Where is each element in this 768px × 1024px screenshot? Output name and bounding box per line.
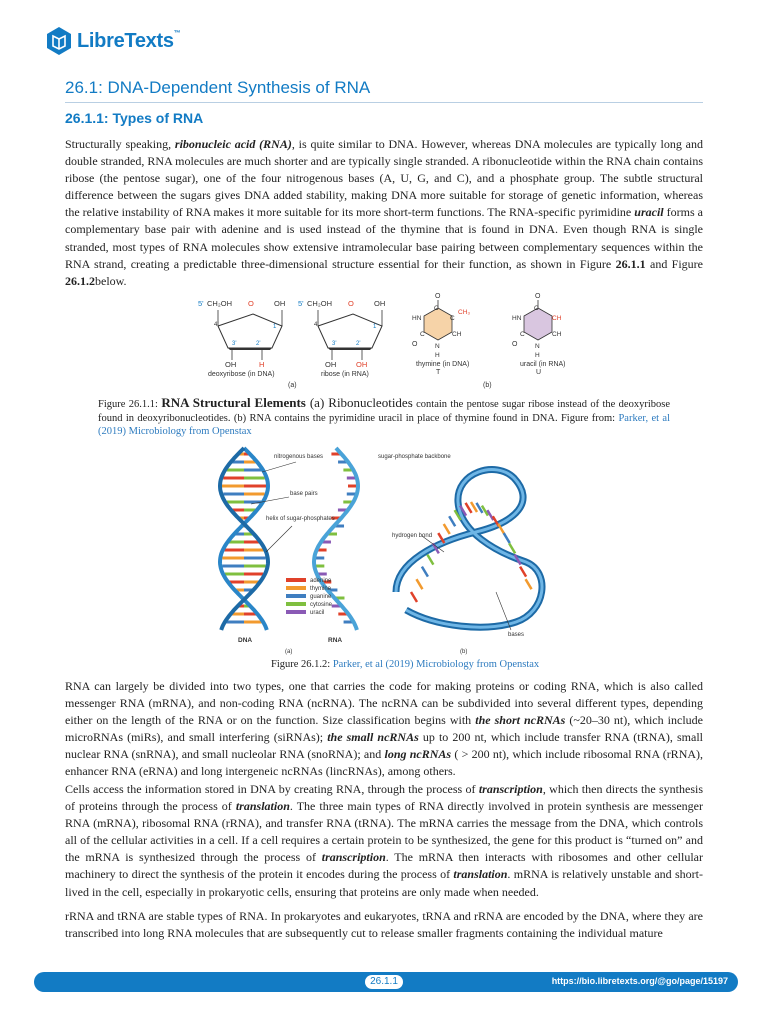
- libretexts-logo-icon: [46, 26, 72, 56]
- term-translation: translation: [235, 799, 290, 814]
- legend-label-guanine: guanine: [310, 594, 332, 600]
- dna-strand: [220, 448, 268, 630]
- svg-text:H: H: [435, 352, 440, 359]
- thymine-structure: [412, 293, 470, 376]
- nitrogenous-bases-pointer: [262, 462, 296, 472]
- svg-text:3': 3': [232, 341, 237, 347]
- legend-label-thymine: thymine: [310, 586, 332, 592]
- label-helix: helix of sugar-phosphates: [266, 516, 335, 522]
- legend-swatch-uracil: [286, 610, 306, 614]
- figure-rna-structural-elements: [196, 286, 576, 396]
- svg-text:OH: OH: [356, 360, 368, 369]
- svg-text:CH₂OH: CH₂OH: [307, 299, 332, 308]
- svg-text:5': 5': [298, 299, 304, 308]
- svg-text:CH: CH: [452, 331, 462, 338]
- legend-swatch-cytosine: [286, 602, 306, 606]
- rna-base: [504, 533, 510, 543]
- svg-text:OH: OH: [374, 299, 386, 308]
- svg-text:O: O: [248, 299, 254, 308]
- svg-text:C: C: [520, 331, 525, 338]
- svg-text:C: C: [434, 305, 439, 312]
- helix-pointer: [266, 526, 292, 552]
- figure1-panel-b: (b): [483, 382, 492, 389]
- svg-text:T: T: [436, 369, 441, 376]
- term-transcription: transcription: [478, 782, 543, 796]
- figure1-panel-a: (a): [288, 382, 297, 389]
- legend-swatch-thymine: [286, 586, 306, 590]
- ribose-structure: [298, 299, 385, 378]
- svg-text:C: C: [534, 305, 539, 312]
- rna-base: [427, 555, 433, 565]
- svg-text:deoxyribose (in DNA): deoxyribose (in DNA): [208, 371, 275, 378]
- svg-text:HN: HN: [512, 315, 522, 322]
- svg-text:thymine (in DNA): thymine (in DNA): [416, 361, 470, 368]
- label-rna: RNA: [328, 637, 343, 644]
- rna-base: [509, 543, 515, 553]
- svg-text:C: C: [450, 315, 455, 322]
- term-short-ncrnas: the short ncRNAs: [475, 713, 566, 728]
- svg-text:OH: OH: [325, 360, 337, 369]
- svg-text:O: O: [535, 293, 541, 300]
- figure-ref-2[interactable]: 26.1.2: [65, 273, 95, 288]
- rna-backbone: [396, 470, 542, 628]
- svg-text:2': 2': [356, 341, 361, 347]
- svg-text:O: O: [348, 299, 354, 308]
- svg-text:CH: CH: [552, 331, 562, 338]
- rna-base: [466, 503, 472, 513]
- dna-strand: [220, 448, 268, 630]
- svg-text:N: N: [435, 343, 440, 350]
- svg-text:OH: OH: [225, 360, 237, 369]
- term-long-ncrnas: long ncRNAs: [384, 747, 452, 762]
- figure1-source-link[interactable]: Parker, et al (2019) Microbiology from Openstax: [98, 412, 670, 437]
- svg-text:U: U: [536, 369, 542, 376]
- svg-text:O: O: [512, 341, 518, 348]
- legend-label-uracil: uracil: [310, 610, 325, 616]
- svg-text:H: H: [535, 352, 540, 359]
- intro-paragraph: Structurally speaking, ribonucleic acid (RNA), is quite similar to DNA. However, whereas DNA molecules are typically long and double stranded, RNA molecules are much shorter and are typically single stranded. A ribonucleotide within the RNA chain contains ribose (the pentose sugar), one of the four nitrogenous bases (A, U, G, and C), and a phosphate group. The subtle structural difference between the sugars gives DNA added stability, making DNA more suitable for storage of genetic information, whereas the relative instability of RNA makes it more suitable for its more short-term functions. The RNA-specific pyrimidine uracil forms a complementary base pair with adenine and is used instead of the thymine that is found in DNA. Even though RNA is single stranded, most types of RNA molecules show extensive intramolecular base pairing between complementary sequences within the RNA strand, creating a predictable three-dimensional structure essential for their function, as shown in Figure 26.1.1 and Figure 26.1.2below.: [65, 137, 704, 288]
- figure-ref-1[interactable]: 26.1.1: [615, 256, 646, 271]
- svg-text:uracil (in RNA): uracil (in RNA): [520, 361, 566, 368]
- libretexts-logo[interactable]: [46, 26, 180, 56]
- svg-text:2': 2': [256, 341, 261, 347]
- legend-label-cytosine: cytosine: [310, 602, 333, 608]
- figure-dna-rna-helix: [196, 442, 576, 656]
- section-title: 26.1.1: Types of RNA: [65, 110, 204, 126]
- term-uracil: uracil: [634, 205, 664, 220]
- label-bases: bases: [508, 632, 525, 638]
- label-hydrogen-bond: hydrogen bond: [392, 533, 433, 539]
- rna-base: [416, 579, 422, 589]
- svg-text:1': 1': [273, 324, 278, 330]
- figure2-source-link[interactable]: Parker, et al (2019) Microbiology from Openstax: [332, 659, 540, 670]
- svg-text:CH₂OH: CH₂OH: [207, 299, 232, 308]
- label-dna: DNA: [238, 637, 253, 644]
- term-transcription-2: transcription: [321, 850, 386, 865]
- svg-text:3': 3': [332, 341, 337, 347]
- page-title: 26.1: DNA-Dependent Synthesis of RNA: [65, 78, 371, 97]
- stable-rna-paragraph: rRNA and tRNA are stable types of RNA. In prokaryotes and eukaryotes, tRNA and rRNA are encoded by the DNA, where they are transcribed into long RNA molecules that are subsequently cut to release smaller fragments containing the individual mature: [65, 909, 703, 941]
- svg-text:ribose (in RNA): ribose (in RNA): [321, 371, 369, 378]
- rna-base: [526, 579, 532, 589]
- rna-3d-structure: [396, 470, 542, 630]
- svg-text:4': 4': [214, 322, 219, 328]
- dna-double-helix: [220, 448, 296, 630]
- svg-text:CH: CH: [552, 315, 562, 322]
- term-small-ncrnas: the small ncRNAs: [327, 730, 419, 745]
- label-base-pairs: base pairs: [290, 491, 318, 497]
- svg-text:5': 5': [198, 299, 204, 308]
- ncrna-paragraph: RNA can largely be divided into two types, one that carries the code for making proteins or coding RNA, which is also called messenger RNA (mRNA), and non-coding RNA (ncRNA). The ncRNA can be subdivided into several different types, depending either on the length of the RNA or on the function. Size classification begins with the short ncRNAs (~20–30 nt), which include microRNAs (miRs), and small interfering (siRNAs); the small ncRNAs up to 200 nt, which include transfer RNA (tRNA), small nuclear RNA (snRNA), and small nucleolar RNA (snoRNA); and long ncRNAs ( > 200 nt), which include ribosomal RNA (rRNA), enhancer RNA (eRNA) and long intergeneic ncRNAs (lincRNAs), among others.: [65, 679, 704, 779]
- logo-text: LibreTexts™: [77, 29, 181, 52]
- svg-text:H: H: [259, 360, 265, 369]
- rna-base: [411, 592, 417, 602]
- deoxyribose-structure: [198, 299, 285, 378]
- figure2-panel-a: (a): [285, 649, 293, 655]
- figure1-caption: Figure 26.1.1: RNA Structural Elements (a) Ribonucleotides contain the pentose sugar ribose instead of the deoxyribose found in deoxyribonucleotides. (b) RNA contains the pyrimidine uracil in place of thymine found in DNA. Figure from: Parker, et al (2019) Microbiology from Openstax: [98, 395, 670, 437]
- svg-text:1': 1': [373, 324, 378, 330]
- rna-base: [520, 567, 526, 577]
- figure2-panel-b: (b): [460, 649, 468, 655]
- svg-text:4': 4': [314, 322, 319, 328]
- uracil-structure: [512, 293, 566, 376]
- label-backbone: sugar-phosphate backbone: [378, 454, 451, 460]
- term-translation-2: translation: [453, 867, 508, 882]
- rna-base: [449, 516, 455, 526]
- term-rna: ribonucleic acid (RNA): [174, 137, 292, 151]
- page-number: 26.1.1: [365, 975, 403, 989]
- rna-base: [422, 567, 428, 577]
- svg-text:HN: HN: [412, 315, 422, 322]
- svg-text:O: O: [435, 293, 441, 300]
- legend-swatch-guanine: [286, 594, 306, 598]
- svg-text:N: N: [535, 343, 540, 350]
- base-color-legend: [286, 578, 333, 616]
- svg-text:C: C: [420, 331, 425, 338]
- rna-base: [444, 524, 450, 534]
- page-url-link[interactable]: https://bio.libretexts.org/@go/page/15197: [551, 976, 728, 986]
- label-nitrogenous-bases: nitrogenous bases: [274, 454, 324, 460]
- transcription-paragraph: Cells access the information stored in DNA by creating RNA, through the process of transcription, which then directs the synthesis of proteins through the process of translation. The three main types of RNA directly involved in protein synthesis are messenger RNA (mRNA), ribosomal RNA (rRNA), and transfer RNA (tRNA). The mRNA carries the message from the DNA, which controls all of the cellular activities in a cell. If a cell requires a certain protein to be synthesized, the gene for this product is “turned on” and the mRNA is synthesized through the process of transcription. The mRNA then interacts with ribosomes and other cellular machinery to direct the synthesis of the protein it encodes during the process of translation. mRNA is relatively unstable and short-lived in the cell, especially in prokaryotic cells, ensuring that proteins are only made when needed.: [65, 782, 704, 899]
- title-divider: [65, 102, 703, 103]
- legend-label-adenine: adenine: [310, 578, 332, 584]
- svg-text:OH: OH: [274, 299, 286, 308]
- figure2-caption: Figure 26.1.2: Parker, et al (2019) Microbiology from Openstax: [271, 659, 540, 670]
- legend-swatch-adenine: [286, 578, 306, 582]
- svg-text:CH₃: CH₃: [458, 309, 471, 316]
- svg-text:O: O: [412, 341, 418, 348]
